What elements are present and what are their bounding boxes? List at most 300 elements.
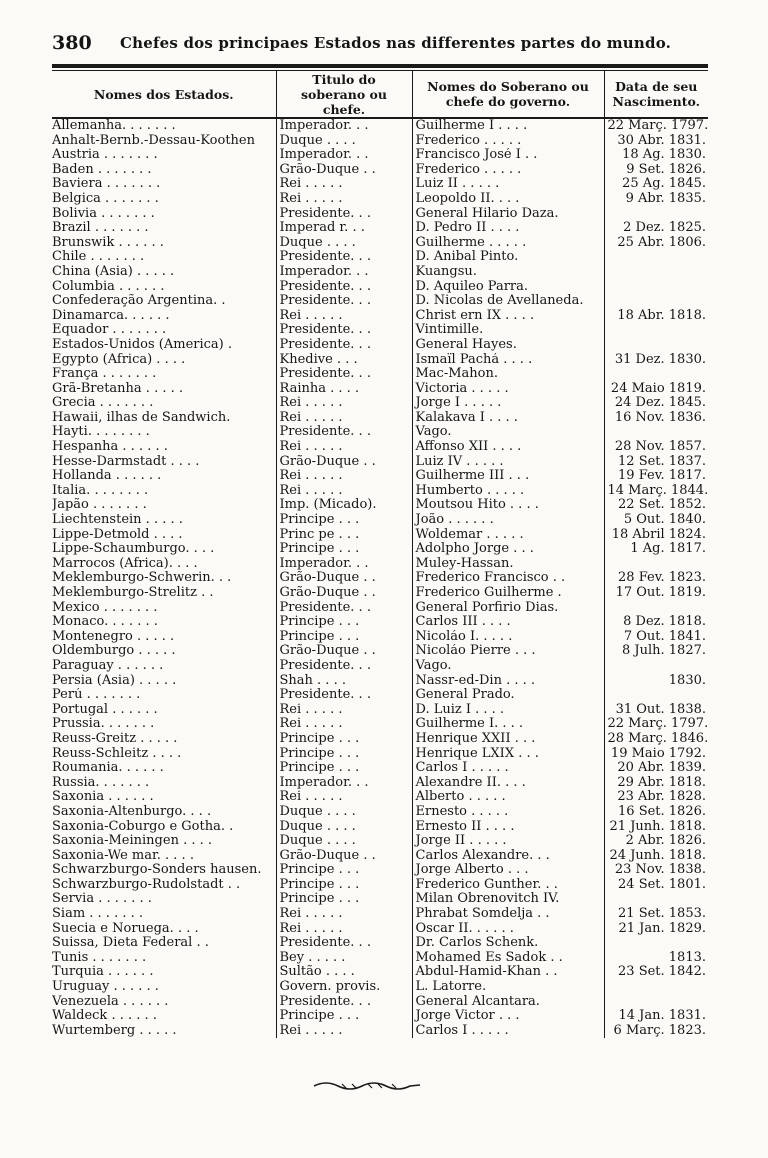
- cell-sovereign-name: Guilherme . . . . .: [412, 236, 604, 251]
- cell-sovereign-name: Frederico . . . . .: [412, 163, 604, 178]
- table-row: [52, 863, 708, 878]
- cell-state-name: Saxonia-Meiningen . . . .: [52, 834, 212, 849]
- cell-state-name: Portugal . . . . . .: [52, 702, 158, 717]
- cell-state-name: Grã-Bretanha . . . . .: [52, 381, 183, 396]
- cell-sovereign-title: Rei . . . . .: [276, 177, 412, 192]
- cell-state-name: Estados-Unidos (America) .: [52, 337, 233, 352]
- cell-birth-date: 1 Ag. 1817.: [604, 542, 708, 557]
- cell-state-name: Brunswik . . . . . .: [52, 235, 164, 250]
- cell-state-name: Perú . . . . . . .: [52, 688, 141, 703]
- cell-state-name: Turquia . . . . . .: [52, 965, 154, 980]
- cell-sovereign-name: Kalakava I . . . .: [412, 411, 604, 426]
- cell-birth-date: 23 Nov. 1838.: [604, 863, 708, 878]
- cell-sovereign-title: Principe . . .: [276, 761, 412, 776]
- cell-state-name: Servia . . . . . . .: [52, 892, 152, 907]
- cell-sovereign-title: Presidente. . .: [276, 280, 412, 295]
- cell-state-name: Montenegro . . . . .: [52, 629, 175, 644]
- cell-sovereign-title: Presidente. . .: [276, 207, 412, 222]
- table-row: [52, 878, 708, 893]
- cell-sovereign-title: Rainha . . . .: [276, 382, 412, 397]
- table-row: [52, 688, 708, 703]
- table-row: [52, 820, 708, 835]
- table-row: [52, 849, 708, 864]
- cell-sovereign-name: Jorge Alberto . . .: [412, 863, 604, 878]
- cell-birth-date: 21 Junh. 1818.: [604, 820, 708, 835]
- table-row: [52, 411, 708, 426]
- cell-sovereign-name: Frederico Guilherme .: [412, 586, 604, 601]
- table-row: [52, 776, 708, 791]
- cell-state-name: Bolivia . . . . . . .: [52, 206, 155, 221]
- cell-sovereign-name: João . . . . . .: [412, 513, 604, 528]
- cell-birth-date: 18 Abril 1824.: [604, 528, 708, 543]
- table-row: [52, 732, 708, 747]
- table-row: [52, 1024, 708, 1039]
- column-header-state: Nomes dos Estados.: [52, 71, 276, 118]
- cell-state-name: Uruguay . . . . . .: [52, 980, 159, 995]
- cell-sovereign-title: Presidente. . .: [276, 995, 412, 1010]
- cell-birth-date: 20 Abr. 1839.: [604, 761, 708, 776]
- cell-state-name: Schwarzburgo-Rudolstadt . .: [52, 877, 241, 892]
- cell-sovereign-name: Victoria . . . . .: [412, 382, 604, 397]
- table-row: [52, 498, 708, 513]
- cell-sovereign-name: Ismaïl Pachá . . . .: [412, 353, 604, 368]
- cell-sovereign-name: Guilherme III . . .: [412, 469, 604, 484]
- table-row: [52, 396, 708, 411]
- cell-sovereign-name: Adolpho Jorge . . .: [412, 542, 604, 557]
- table-row: [52, 586, 708, 601]
- cell-sovereign-name: Carlos I . . . . .: [412, 761, 604, 776]
- table-row: [52, 469, 708, 484]
- table-row: [52, 294, 708, 309]
- table-row: [52, 280, 708, 295]
- cell-sovereign-name: Carlos Alexandre. . .: [412, 849, 604, 864]
- table-row: [52, 484, 708, 499]
- cell-sovereign-name: Moutsou Hito . . . .: [412, 498, 604, 513]
- cell-sovereign-name: Leopoldo II. . . .: [412, 192, 604, 207]
- table-row: [52, 644, 708, 659]
- cell-state-name: Saxonia-Coburgo e Gotha. .: [52, 819, 234, 834]
- cell-birth-date: 24 Junh. 1818.: [604, 849, 708, 864]
- cell-sovereign-title: Presidente. . .: [276, 367, 412, 382]
- cell-birth-date: 23 Abr. 1828.: [604, 790, 708, 805]
- table-row: [52, 995, 708, 1010]
- table-row: [52, 747, 708, 762]
- cell-birth-date: [604, 995, 708, 1010]
- cell-birth-date: 19 Fev. 1817.: [604, 469, 708, 484]
- cell-state-name: Columbia . . . . . .: [52, 279, 165, 294]
- cell-sovereign-title: Bey . . . . .: [276, 951, 412, 966]
- cell-sovereign-name: General Hayes.: [412, 338, 604, 353]
- cell-state-name: Brazil . . . . . . .: [52, 221, 149, 236]
- cell-state-name: Allemanha. . . . . . .: [52, 118, 176, 133]
- cell-sovereign-name: General Alcantara.: [412, 995, 604, 1010]
- cell-sovereign-title: Princ pe . . .: [276, 528, 412, 543]
- cell-birth-date: [604, 425, 708, 440]
- cell-state-name: Hespanha . . . . . .: [52, 440, 168, 455]
- cell-sovereign-title: Grão-Duque . .: [276, 644, 412, 659]
- table-row: [52, 148, 708, 163]
- cell-sovereign-name: D. Aquileo Parra.: [412, 280, 604, 295]
- cell-sovereign-title: Rei . . . . .: [276, 484, 412, 499]
- cell-sovereign-title: Imperador. . .: [276, 148, 412, 163]
- column-header-birth-date: Data de seu Nascimento.: [604, 71, 708, 118]
- cell-sovereign-title: Rei . . . . .: [276, 396, 412, 411]
- cell-sovereign-title: Principe . . .: [276, 513, 412, 528]
- cell-state-name: Meklemburgo-Schwerin. . .: [52, 571, 232, 586]
- cell-state-name: Roumania. . . . . .: [52, 761, 164, 776]
- cell-sovereign-title: Presidente. . .: [276, 294, 412, 309]
- cell-sovereign-name: Christ ern IX . . . .: [412, 309, 604, 324]
- cell-sovereign-title: Presidente. . .: [276, 250, 412, 265]
- cell-birth-date: 21 Set. 1853.: [604, 907, 708, 922]
- table-row: [52, 659, 708, 674]
- table-row: [52, 571, 708, 586]
- cell-birth-date: 30 Abr. 1831.: [604, 134, 708, 149]
- table-row: [52, 250, 708, 265]
- table-row: [52, 134, 708, 149]
- cell-birth-date: 7 Out. 1841.: [604, 630, 708, 645]
- cell-birth-date: 1830.: [604, 674, 708, 689]
- cell-birth-date: 5 Out. 1840.: [604, 513, 708, 528]
- cell-sovereign-title: Rei . . . . .: [276, 192, 412, 207]
- table-row: [52, 455, 708, 470]
- cell-state-name: Lippe-Schaumburgo. . . .: [52, 542, 215, 557]
- cell-sovereign-name: Frederico Francisco . .: [412, 571, 604, 586]
- cell-birth-date: 14 Jan. 1831.: [604, 1009, 708, 1024]
- cell-sovereign-name: Muley-Hassan.: [412, 557, 604, 572]
- cell-state-name: Egypto (Africa) . . . .: [52, 352, 186, 367]
- cell-state-name: Reuss-Greitz . . . . .: [52, 731, 178, 746]
- cell-sovereign-name: Alberto . . . . .: [412, 790, 604, 805]
- cell-state-name: Paraguay . . . . . .: [52, 658, 164, 673]
- cell-birth-date: 6 Març. 1823.: [604, 1024, 708, 1039]
- cell-birth-date: 28 Nov. 1857.: [604, 440, 708, 455]
- cell-sovereign-title: Grão-Duque . .: [276, 455, 412, 470]
- table-row: [52, 528, 708, 543]
- cell-sovereign-title: Grão-Duque . .: [276, 163, 412, 178]
- cell-sovereign-name: Jorge Victor . . .: [412, 1009, 604, 1024]
- cell-sovereign-name: D. Pedro II . . . .: [412, 221, 604, 236]
- table-row: [52, 309, 708, 324]
- cell-state-name: Meklemburgo-Strelitz . .: [52, 586, 214, 600]
- table-row: [52, 221, 708, 236]
- cell-state-name: Suissa, Dieta Federal . .: [52, 936, 209, 951]
- cell-sovereign-title: Duque . . . .: [276, 805, 412, 820]
- cell-state-name: Siam . . . . . . .: [52, 907, 143, 922]
- cell-birth-date: [604, 980, 708, 995]
- cell-sovereign-name: Vago.: [412, 425, 604, 440]
- cell-state-name: Schwarzburgo-Sonders hausen.: [52, 863, 262, 878]
- cell-sovereign-title: Duque . . . .: [276, 236, 412, 251]
- cell-sovereign-name: Affonso XII . . . .: [412, 440, 604, 455]
- table-row: [52, 192, 708, 207]
- cell-birth-date: [604, 207, 708, 222]
- cell-sovereign-title: Grão-Duque . .: [276, 586, 412, 601]
- cell-sovereign-title: Presidente. . .: [276, 659, 412, 674]
- cell-state-name: Hawaii, ilhas de Sandwich.: [52, 410, 231, 425]
- table-row: [52, 236, 708, 251]
- cell-sovereign-title: Presidente. . .: [276, 601, 412, 616]
- cell-birth-date: 8 Dez. 1818.: [604, 615, 708, 630]
- cell-birth-date: 25 Ag. 1845.: [604, 177, 708, 192]
- cell-sovereign-title: Principe . . .: [276, 1009, 412, 1024]
- cell-sovereign-title: Presidente. . .: [276, 688, 412, 703]
- cell-sovereign-title: Principe . . .: [276, 615, 412, 630]
- cell-sovereign-name: Mac-Mahon.: [412, 367, 604, 382]
- cell-birth-date: [604, 659, 708, 674]
- cell-state-name: Venezuela . . . . . .: [52, 994, 169, 1009]
- cell-state-name: Oldemburgo . . . . .: [52, 644, 176, 659]
- table-row: [52, 761, 708, 776]
- cell-birth-date: 22 Març. 1797.: [604, 717, 708, 732]
- cell-sovereign-name: Carlos I . . . . .: [412, 1024, 604, 1039]
- cell-birth-date: [604, 250, 708, 265]
- table-row: [52, 630, 708, 645]
- table-row: [52, 717, 708, 732]
- cell-birth-date: [604, 280, 708, 295]
- cell-sovereign-title: Principe . . .: [276, 878, 412, 893]
- table-row: [52, 907, 708, 922]
- table-row: [52, 1009, 708, 1024]
- cell-sovereign-name: Henrique LXIX . . .: [412, 747, 604, 762]
- table-row: [52, 542, 708, 557]
- cell-birth-date: 9 Set. 1826.: [604, 163, 708, 178]
- cell-sovereign-name: Phrabat Somdelja . .: [412, 907, 604, 922]
- cell-state-name: Dinamarca. . . . . .: [52, 308, 170, 323]
- cell-sovereign-name: Jorge I . . . . .: [412, 396, 604, 411]
- cell-birth-date: 9 Abr. 1835.: [604, 192, 708, 207]
- table-row: [52, 936, 708, 951]
- cell-state-name: Marrocos (Africa). . . .: [52, 556, 198, 571]
- cell-sovereign-title: Grão-Duque . .: [276, 849, 412, 864]
- cell-sovereign-name: Frederico Gunther. . .: [412, 878, 604, 893]
- cell-birth-date: 2 Abr. 1826.: [604, 834, 708, 849]
- cell-sovereign-title: Sultão . . . .: [276, 965, 412, 980]
- cell-sovereign-name: Carlos III . . . .: [412, 615, 604, 630]
- table-row: [52, 965, 708, 980]
- cell-state-name: Wurtemberg . . . . .: [52, 1023, 177, 1038]
- cell-sovereign-title: Rei . . . . .: [276, 440, 412, 455]
- cell-state-name: Prussia. . . . . . .: [52, 717, 155, 732]
- cell-state-name: Tunis . . . . . . .: [52, 950, 147, 965]
- cell-birth-date: 18 Abr. 1818.: [604, 309, 708, 324]
- cell-sovereign-title: Rei . . . . .: [276, 907, 412, 922]
- cell-birth-date: 16 Set. 1826.: [604, 805, 708, 820]
- cell-birth-date: 22 Març. 1797.: [604, 118, 708, 134]
- cell-birth-date: [604, 294, 708, 309]
- cell-birth-date: 24 Set. 1801.: [604, 878, 708, 893]
- table-row: [52, 922, 708, 937]
- table-row: [52, 323, 708, 338]
- cell-sovereign-title: Rei . . . . .: [276, 703, 412, 718]
- cell-state-name: Hayti. . . . . . . .: [52, 425, 150, 440]
- table-row: [52, 513, 708, 528]
- cell-state-name: Belgica . . . . . . .: [52, 191, 159, 206]
- cell-sovereign-title: Rei . . . . .: [276, 922, 412, 937]
- cell-state-name: Grecia . . . . . . .: [52, 396, 154, 411]
- cell-sovereign-name: General Prado.: [412, 688, 604, 703]
- cell-sovereign-name: Ernesto II . . . .: [412, 820, 604, 835]
- cell-sovereign-title: Principe . . .: [276, 630, 412, 645]
- cell-sovereign-title: Imperador. . .: [276, 557, 412, 572]
- cell-state-name: Japão . . . . . . .: [52, 498, 147, 513]
- cell-birth-date: 16 Nov. 1836.: [604, 411, 708, 426]
- table-row: [52, 674, 708, 689]
- cell-sovereign-title: Presidente. . .: [276, 323, 412, 338]
- table-row: [52, 367, 708, 382]
- cell-sovereign-title: Principe . . .: [276, 542, 412, 557]
- cell-sovereign-name: Frederico . . . . .: [412, 134, 604, 149]
- table-row: [52, 703, 708, 718]
- cell-birth-date: [604, 892, 708, 907]
- cell-sovereign-title: Principe . . .: [276, 732, 412, 747]
- cell-birth-date: 23 Set. 1842.: [604, 965, 708, 980]
- cell-state-name: Baden . . . . . . .: [52, 162, 152, 177]
- cell-sovereign-title: Grão-Duque . .: [276, 571, 412, 586]
- cell-state-name: Italia. . . . . . . .: [52, 483, 149, 498]
- cell-sovereign-name: Humberto . . . . .: [412, 484, 604, 499]
- cell-state-name: Mexico . . . . . . .: [52, 600, 158, 615]
- cell-birth-date: 8 Julh. 1827.: [604, 644, 708, 659]
- cell-sovereign-name: Mohamed Es Sadok . .: [412, 951, 604, 966]
- table-row: [52, 805, 708, 820]
- table-row: [52, 790, 708, 805]
- cell-sovereign-title: Rei . . . . .: [276, 717, 412, 732]
- cell-sovereign-title: Rei . . . . .: [276, 790, 412, 805]
- table-row: [52, 440, 708, 455]
- cell-state-name: Lippe-Detmold . . . .: [52, 527, 183, 542]
- cell-state-name: Hollanda . . . . . .: [52, 469, 162, 484]
- page-number: 380: [52, 32, 92, 54]
- cell-state-name: Saxonia-We mar. . . . .: [52, 848, 194, 863]
- cell-sovereign-name: Nicoláo Pierre . . .: [412, 644, 604, 659]
- cell-sovereign-title: Imp. (Micado).: [276, 498, 412, 513]
- header-rule-thick: [52, 64, 708, 68]
- cell-birth-date: 25 Abr. 1806.: [604, 236, 708, 251]
- cell-sovereign-title: Rei . . . . .: [276, 309, 412, 324]
- cell-sovereign-name: D. Nicolas de Avellaneda.: [412, 294, 604, 309]
- cell-birth-date: 1813.: [604, 951, 708, 966]
- cell-birth-date: 17 Out. 1819.: [604, 586, 708, 601]
- cell-sovereign-name: Nicoláo I. . . . .: [412, 630, 604, 645]
- table-row: [52, 980, 708, 995]
- cell-sovereign-name: Jorge II . . . . .: [412, 834, 604, 849]
- cell-state-name: Anhalt-Bernb.-Dessau-Koothen: [52, 133, 255, 148]
- cell-birth-date: [604, 601, 708, 616]
- cell-sovereign-name: Guilherme I. . . .: [412, 717, 604, 732]
- cell-state-name: China (Asia) . . . . .: [52, 264, 175, 279]
- cell-state-name: Monaco. . . . . . .: [52, 615, 158, 630]
- table-row: [52, 163, 708, 178]
- cell-birth-date: 12 Set. 1837.: [604, 455, 708, 470]
- cell-state-name: Austria . . . . . . .: [52, 148, 158, 163]
- cell-birth-date: [604, 936, 708, 951]
- cell-state-name: Baviera . . . . . . .: [52, 177, 161, 192]
- cell-sovereign-title: Duque . . . .: [276, 834, 412, 849]
- cell-birth-date: 29 Abr. 1818.: [604, 776, 708, 791]
- cell-state-name: Equador . . . . . . .: [52, 323, 167, 338]
- table-row: [52, 177, 708, 192]
- cell-sovereign-name: Vintimille.: [412, 323, 604, 338]
- cell-birth-date: [604, 338, 708, 353]
- cell-sovereign-title: Presidente. . .: [276, 936, 412, 951]
- cell-birth-date: 22 Set. 1852.: [604, 498, 708, 513]
- cell-birth-date: [604, 367, 708, 382]
- cell-birth-date: [604, 688, 708, 703]
- cell-sovereign-name: Francisco José I . .: [412, 148, 604, 163]
- cell-state-name: Reuss-Schleitz . . . .: [52, 746, 182, 761]
- cell-state-name: Saxonia . . . . . .: [52, 790, 154, 805]
- heads-of-state-table: [52, 71, 708, 1038]
- cell-state-name: Chile . . . . . . .: [52, 250, 145, 265]
- cell-birth-date: 19 Maio 1792.: [604, 747, 708, 762]
- cell-birth-date: 24 Dez. 1845.: [604, 396, 708, 411]
- cell-sovereign-name: Vago.: [412, 659, 604, 674]
- table-row: [52, 615, 708, 630]
- cell-sovereign-name: Luiz IV . . . . .: [412, 455, 604, 470]
- table-row: [52, 892, 708, 907]
- end-ornament: [312, 1078, 422, 1092]
- cell-sovereign-name: Woldemar . . . . .: [412, 528, 604, 543]
- cell-birth-date: 31 Out. 1838.: [604, 703, 708, 718]
- table-row: [52, 353, 708, 368]
- table-row: [52, 118, 708, 134]
- cell-sovereign-title: Govern. provis.: [276, 980, 412, 995]
- cell-sovereign-title: Rei . . . . .: [276, 411, 412, 426]
- table-row: [52, 382, 708, 397]
- column-header-title: Titulo do soberano ou chefe.: [276, 71, 412, 118]
- running-head: Chefes dos principaes Estados nas differentes partes do mundo.: [120, 34, 672, 52]
- cell-state-name: Liechtenstein . . . . .: [52, 513, 183, 528]
- cell-sovereign-name: Abdul-Hamid-Khan . .: [412, 965, 604, 980]
- cell-state-name: Confederação Argentina. .: [52, 294, 226, 309]
- column-header-sovereign: Nomes do Soberano ou chefe do governo.: [412, 71, 604, 118]
- cell-birth-date: 28 Març. 1846.: [604, 732, 708, 747]
- cell-sovereign-name: Ernesto . . . . .: [412, 805, 604, 820]
- cell-state-name: Saxonia-Altenburgo. . . .: [52, 804, 212, 819]
- cell-birth-date: 31 Dez. 1830.: [604, 353, 708, 368]
- cell-sovereign-title: Shah . . . .: [276, 674, 412, 689]
- cell-state-name: Waldeck . . . . . .: [52, 1009, 157, 1024]
- table-row: [52, 338, 708, 353]
- cell-sovereign-title: Imperad r. . .: [276, 221, 412, 236]
- cell-state-name: Hesse-Darmstadt . . . .: [52, 454, 200, 469]
- cell-state-name: Persia (Asia) . . . . .: [52, 673, 177, 688]
- cell-sovereign-title: Imperador. . .: [276, 776, 412, 791]
- cell-birth-date: 18 Ag. 1830.: [604, 148, 708, 163]
- cell-sovereign-title: Principe . . .: [276, 863, 412, 878]
- cell-sovereign-title: Rei . . . . .: [276, 469, 412, 484]
- cell-birth-date: [604, 265, 708, 280]
- cell-sovereign-title: Duque . . . .: [276, 820, 412, 835]
- cell-state-name: Suecia e Noruega. . . .: [52, 921, 199, 936]
- cell-sovereign-name: L. Latorre.: [412, 980, 604, 995]
- cell-sovereign-title: Imperador. . .: [276, 265, 412, 280]
- table-row: [52, 557, 708, 572]
- cell-sovereign-title: Principe . . .: [276, 747, 412, 762]
- cell-sovereign-name: Nassr-ed-Din . . . .: [412, 674, 604, 689]
- cell-sovereign-name: D. Anibal Pinto.: [412, 250, 604, 265]
- cell-sovereign-title: Imperador. . .: [276, 118, 412, 134]
- cell-sovereign-name: General Porfirio Dias.: [412, 601, 604, 616]
- cell-sovereign-name: Milan Obrenovitch IV.: [412, 892, 604, 907]
- table-row: [52, 951, 708, 966]
- table-header-row: [52, 71, 708, 118]
- cell-sovereign-name: Dr. Carlos Schenk.: [412, 936, 604, 951]
- cell-sovereign-name: Guilherme I . . . .: [412, 118, 604, 134]
- cell-sovereign-title: Presidente. . .: [276, 425, 412, 440]
- cell-sovereign-name: Alexandre II. . . .: [412, 776, 604, 791]
